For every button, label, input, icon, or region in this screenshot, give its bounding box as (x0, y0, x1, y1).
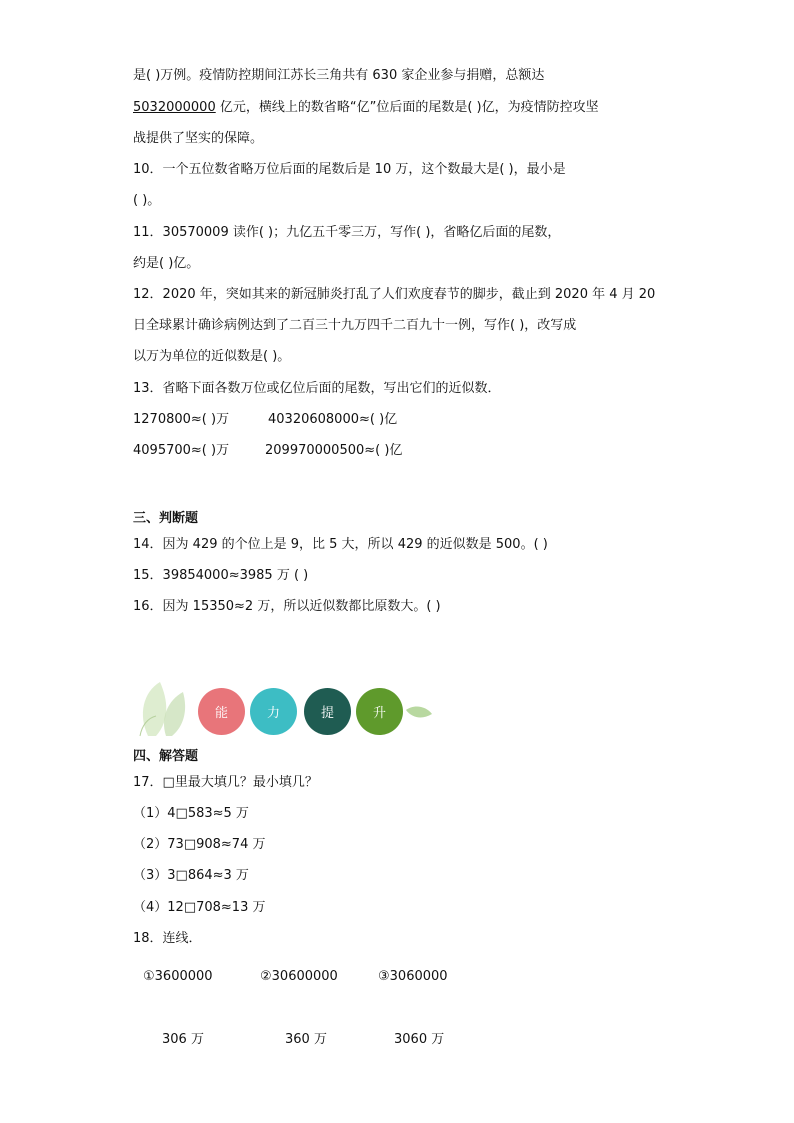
q10-line-2: ( )。 (133, 193, 161, 208)
q10-line-1: 10．一个五位数省略万位后面的尾数后是 10 万，这个数最大是( )，最小是 (133, 162, 566, 177)
q17-title: 17．□里最大填几？最小填几？ (133, 775, 318, 790)
q18-top-2: ②30600000 (260, 969, 338, 984)
q13-title: 13．省略下面各数万位或亿位后面的尾数，写出它们的近似数． (133, 381, 501, 396)
q9-line-2 (133, 100, 599, 116)
q13-item-1: 1270800≈( )万 (133, 412, 230, 427)
q12-line-1: 12．2020 年，突如其来的新冠肺炎打乱了人们欢度春节的脚步，截止到 2020 年 4 月 20 (133, 287, 656, 302)
badge-neng: 能 (198, 688, 245, 735)
q17-item-1: （1）4□583≈5 万 (133, 806, 249, 821)
q9-line-2-text: 亿元，横线上的数省略“亿”位后面的尾数是( )亿，为疫情防控攻坚 (215, 100, 599, 115)
q18-top-1: ①3600000 (143, 969, 213, 984)
q9-number: 5032000000 (133, 100, 216, 115)
q14: 14．因为 429 的个位上是 9，比 5 大，所以 429 的近似数是 500。( ) (133, 537, 548, 552)
section-4-heading: 四、解答题 (133, 749, 199, 764)
q12-line-3: 以万为单位的近似数是( )。 (133, 349, 291, 364)
badge-li: 力 (250, 688, 297, 735)
section-3-heading: 三、判断题 (133, 511, 199, 526)
q13-item-4: 209970000500≈( )亿 (265, 443, 403, 458)
q18-bottom-3: 3060 万 (394, 1032, 445, 1047)
badge-ti: 提 (304, 688, 351, 735)
q9-line-1: 是( )万例。疫情防控期间江苏长三角共有 630 家企业参与捐赠，总额达 (133, 68, 545, 83)
q18-bottom-2: 360 万 (285, 1032, 327, 1047)
q15: 15．39854000≈3985 万 ( ) (133, 568, 309, 583)
q17-item-3: （3）3□864≈3 万 (133, 868, 249, 883)
q12-line-2: 日全球累计确诊病例达到了二百三十九万四千二百九十一例，写作( )，改写成 (133, 318, 577, 333)
q18-bottom-1: 306 万 (162, 1032, 204, 1047)
q11-line-2: 约是( )亿。 (133, 256, 200, 271)
q9-line-3: 战提供了坚实的保障。 (133, 131, 264, 146)
ability-banner (138, 680, 438, 738)
q18-title: 18．连线． (133, 931, 202, 946)
q18-top-3: ③3060000 (378, 969, 448, 984)
q13-item-2: 40320608000≈( )亿 (268, 412, 398, 427)
q16: 16．因为 15350≈2 万，所以近似数都比原数大。( ) (133, 599, 441, 614)
q17-item-4: （4）12□708≈13 万 (133, 900, 266, 915)
q13-item-3: 4095700≈( )万 (133, 443, 230, 458)
q11-line-1: 11．30570009 读作( )；九亿五千零三万，写作( )，省略亿后面的尾数， (133, 225, 561, 240)
q17-item-2: （2）73□908≈74 万 (133, 837, 266, 852)
badge-sheng: 升 (356, 688, 403, 735)
